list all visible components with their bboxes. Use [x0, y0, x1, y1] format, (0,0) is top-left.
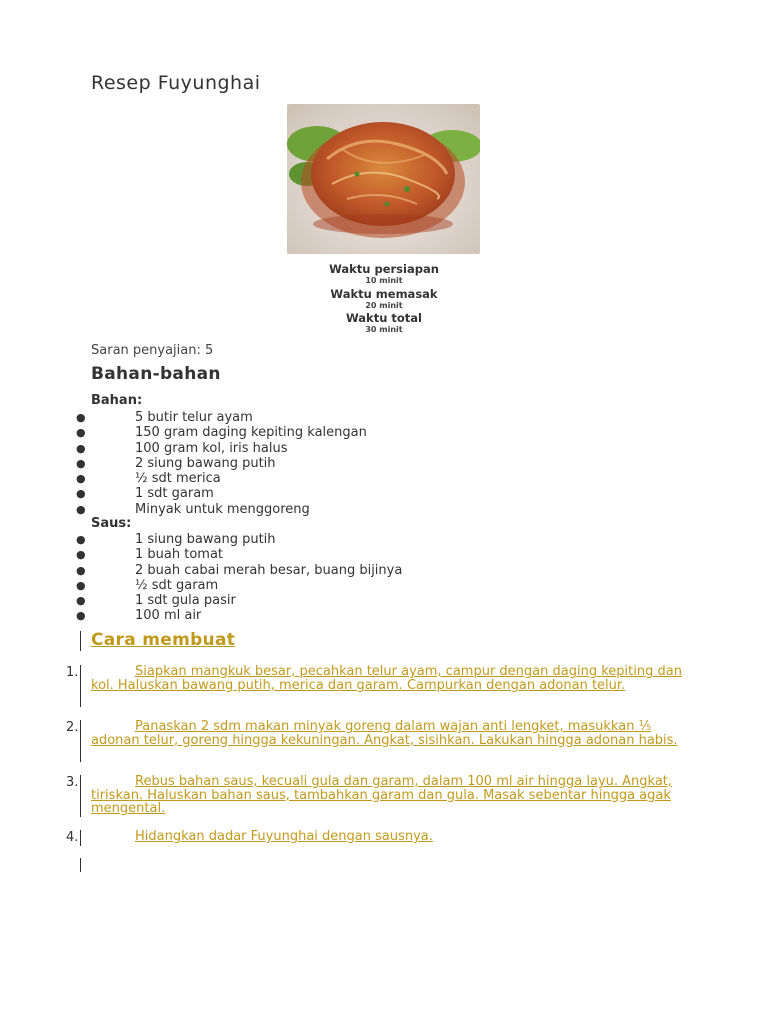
- cook-time-label: Waktu memasak: [330, 287, 438, 301]
- page-title: Resep Fuyunghai: [91, 72, 261, 94]
- ingredients-heading: Bahan-bahan: [91, 364, 221, 384]
- step-margin-bar: [80, 720, 81, 762]
- step-margin-bar: [80, 830, 81, 846]
- servings: Saran penyajian: 5: [91, 343, 214, 358]
- bullet-icon: ●: [76, 411, 86, 424]
- bahan-label: Bahan:: [91, 393, 143, 408]
- bullet-icon: ●: [76, 472, 86, 486]
- step-margin-bar: [80, 775, 81, 817]
- ingredient-text: 1 sdt garam: [135, 486, 214, 502]
- step-link[interactable]: Siapkan mangkuk besar, pecahkan telur ayam, campur dengan daging kepiting dan kol. Haluskan bawang putih, merica dan garam. Campurkan dengan adonan telur.: [91, 664, 682, 693]
- bullet-icon: ●: [76, 563, 86, 577]
- ingredient-text: 150 gram daging kepiting kalengan: [135, 425, 367, 441]
- prep-time-label: Waktu persiapan: [329, 262, 439, 276]
- saus-label: Saus:: [91, 516, 132, 531]
- step-margin-bar: [80, 665, 81, 707]
- prep-time-value: 10 minit: [365, 276, 403, 285]
- step-number: 4.: [66, 830, 79, 845]
- step-link[interactable]: Rebus bahan saus, kecuali gula dan garam, dalam 100 ml air hingga layu. Angkat, tiriskan. Haluskan bahan saus, tambahkan garam dan gula. Masak sebentar hingga agak mengental.: [91, 774, 673, 817]
- method-heading-link[interactable]: Cara membuat: [91, 630, 236, 650]
- ingredient-text: ½ sdt merica: [135, 471, 221, 487]
- meta-total: [284, 312, 484, 335]
- bullet-icon: ●: [76, 426, 86, 440]
- ingredient-text: 1 buah tomat: [135, 547, 224, 563]
- total-time-value: 30 minit: [365, 325, 403, 334]
- ingredient-text: 2 buah cabai merah besar, buang bijinya: [135, 562, 403, 578]
- bullet-icon: ●: [76, 594, 86, 608]
- ingredient-text: 1 sdt gula pasir: [135, 593, 236, 609]
- bullet-icon: ●: [76, 578, 86, 592]
- cook-time-value: 20 minit: [365, 301, 403, 310]
- meta-cook: [284, 288, 484, 311]
- step-number: 3.: [66, 775, 79, 790]
- step-number: 1.: [66, 665, 79, 680]
- ingredient-text: ½ sdt garam: [135, 577, 219, 593]
- bullet-icon: ●: [76, 548, 86, 562]
- bullet-icon: ●: [76, 533, 86, 546]
- bullet-icon: ●: [76, 456, 86, 470]
- ingredient-text: 2 siung bawang putih: [135, 455, 276, 471]
- ingredient-text: 5 butir telur ayam: [135, 410, 253, 425]
- ingredient-text: 100 ml air: [135, 608, 202, 624]
- bullet-icon: ●: [76, 487, 86, 501]
- bullet-icon: ●: [76, 609, 86, 623]
- ingredient-text: Minyak untuk menggoreng: [135, 501, 310, 517]
- bullet-icon: ●: [76, 502, 86, 516]
- bullet-icon: ●: [76, 441, 86, 455]
- meta-prep: [284, 263, 484, 286]
- heading-margin-bar: [80, 631, 81, 651]
- step-number: 2.: [66, 720, 79, 735]
- ingredient-text: 1 siung bawang putih: [135, 532, 276, 547]
- step-link[interactable]: Hidangkan dadar Fuyunghai dengan sausnya.: [135, 829, 433, 844]
- step-link[interactable]: Panaskan 2 sdm makan minyak goreng dalam wajan anti lengket, masukkan ⅕ adonan telur, goreng hingga kekuningan. Angkat, sisihkan. Lakukan hingga adonan habis.: [91, 719, 678, 748]
- total-time-label: Waktu total: [346, 311, 422, 325]
- ingredient-text: 100 gram kol, iris halus: [135, 440, 288, 456]
- text-cursor: [80, 858, 81, 872]
- fuyunghai-dish-photo: [287, 104, 480, 254]
